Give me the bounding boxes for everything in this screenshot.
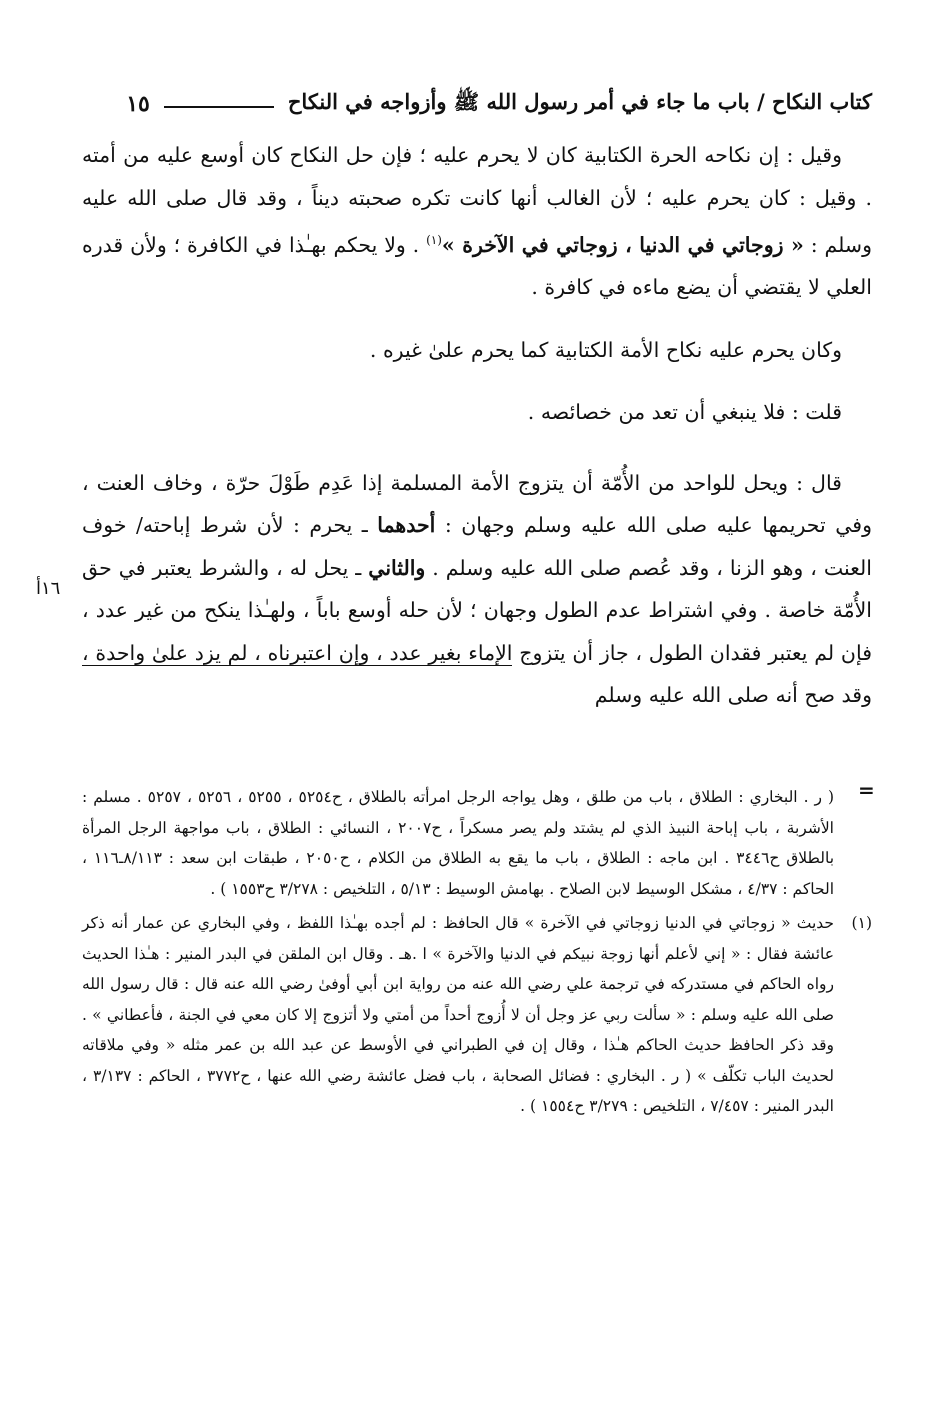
paragraph-3 xyxy=(82,391,872,434)
underlined-phrase: الإماء بغير عدد ، وإن اعتبرناه ، لم يزد علىٰ واحدة ، xyxy=(82,640,513,665)
paragraph-2 xyxy=(82,329,872,372)
footnote-text: حديث « زوجاتي في الدنيا زوجاتي في الآخرة » قال الحافظ : لم أجده بهـٰذا اللفظ ، وفي البخاري عن عمار أنه ذكر عائشة فقال : « إني لأعلم أنها زوجة نبيكم في الدنيا والآخرة » ا .هـ . وقال ابن الملقن في البدر المنير : هـٰذا الحديث رواه الحاكم في مستدركه في ترجمة علي رضي الله عنه من رواية ابن أبي أوفىٰ رضي الله عنه قال : قال رسول الله صلى الله عليه وسلم : « سألت ربي عز وجل أن لا أُزوج أحداً من أمتي ولا أتزوج إلا كان معي في الجنة ، فأعطاني » . وقد ذكر الحافظ حديث الحاكم هـٰذا ، وقال إن في الطبراني في الأوسط عن عبد الله بن عمر مثله « وفي ملاقاته لحديث الباب تكلّف » ( ر . البخاري : فضائل الصحابة ، باب فضل عائشة رضي الله عنها ، ح٣٧٧٢ ، الحاكم : ٣/١٣٧ ، البدر المنير : ٧/٤٥٧ ، التلخيص : ٣/٢٧٩ ح١٥٥٤ ) . xyxy=(82,914,834,1115)
footnote-1 xyxy=(82,908,872,1122)
paragraph-3-text: قلت : فلا ينبغي أن تعد من خصائصه . xyxy=(527,400,842,425)
footnote-label: (١) xyxy=(851,914,872,932)
running-header xyxy=(72,84,872,124)
page-number: ١٥ xyxy=(126,91,150,117)
footnote-continuation-mark: = xyxy=(858,778,875,802)
footnote-ref: (١) xyxy=(426,233,442,247)
paragraph-4-text-f: وقد صح أنه صلى الله عليه وسلم xyxy=(594,683,872,708)
paragraph-4 xyxy=(82,462,872,717)
second-view-label: والثاني xyxy=(368,555,426,580)
paragraph-4-text-d: ـ يحل له ، والشرط يعتبر في حق الأُمّة خاصة . وفي اشتراط عدم الطول وجهان ؛ لأن حله أوسع باباً ، ولهـٰذا ينكح من غير عدد ، فإن لم يعتبر فقدان الطول ، جاز أن يتزوج xyxy=(82,555,872,665)
footnotes xyxy=(82,782,872,1122)
header-title: كتاب النكاح / باب ما جاء في أمر رسول الله ﷺ وأزواجه في النكاح xyxy=(287,88,872,114)
footnote-continued xyxy=(82,782,872,904)
paragraph-2-text: وكان يحرم عليه نكاح الأمة الكتابية كما يحرم علىٰ غيره . xyxy=(369,337,842,362)
paragraph-1 xyxy=(82,134,872,309)
first-view-label: أحدهما xyxy=(377,513,436,538)
hadith-quote: « زوجاتي في الدنيا ، زوجاتي في الآخرة » xyxy=(441,232,804,257)
paragraph-1-text: وقيل : إن نكاحه الحرة الكتابية كان لا يحرم عليه ؛ فإن حل النكاح كان أوسع عليه من أمته . وقيل : كان يحرم عليه ؛ لأن الغالب أنها كانت تكره صحبته ديناً ، وقد قال صلى الله عليه وسلم : xyxy=(82,143,872,257)
manuscript-folio-marker: ١٦أ xyxy=(36,578,61,599)
paragraph-4-text-a: قال : ويحل للواحد من الأُمّة أن يتزوج الأمة المسلمة إذا عَدِم طَوْلَ حرّة ، وخاف العنت ، وفي تحريمها عليه صلى الله عليه وسلم وجهان : xyxy=(82,470,872,538)
paragraph-4-text-c: ـ يحرم : لأن شرط إباحته/ خوف العنت ، وهو الزنا ، وقد عُصم صلى الله عليه وسلم . xyxy=(82,513,872,580)
paragraph-1-end: . ولا يحكم بهـٰذا في الكافرة ؛ ولأن قدره العلي لا يقتضي أن يضع ماءه في كافرة . xyxy=(82,232,872,300)
main-text xyxy=(82,134,872,717)
header-rule xyxy=(164,106,274,108)
footnote-text: ( ر . البخاري : الطلاق ، باب من طلق ، وهل يواجه الرجل امرأته بالطلاق ، ح٥٢٥٤ ، ٥٢٥٥ ، ٥٢٥٦ ، ٥٢٥٧ . مسلم : الأشربة ، باب إباحة النبيذ الذي لم يشتد ولم يصر مسكراً ، ح٢٠٠٧ ، النسائي : الطلاق ، باب مواجهة الرجل المرأة بالطلاق ح٣٤٤٦ . ابن ماجه : الطلاق ، باب ما يقع به الطلاق من الكلام ، ح٢٠٥٠ ، طبقات ابن سعد : ٨/١١٣ـ١١٦ ، الحاكم : ٤/٣٧ ، مشكل الوسيط لابن الصلاح . بهامش الوسيط : ٥/١٣ ، التلخيص : ٣/٢٧٨ ح١٥٥٣ ) . xyxy=(82,788,835,898)
